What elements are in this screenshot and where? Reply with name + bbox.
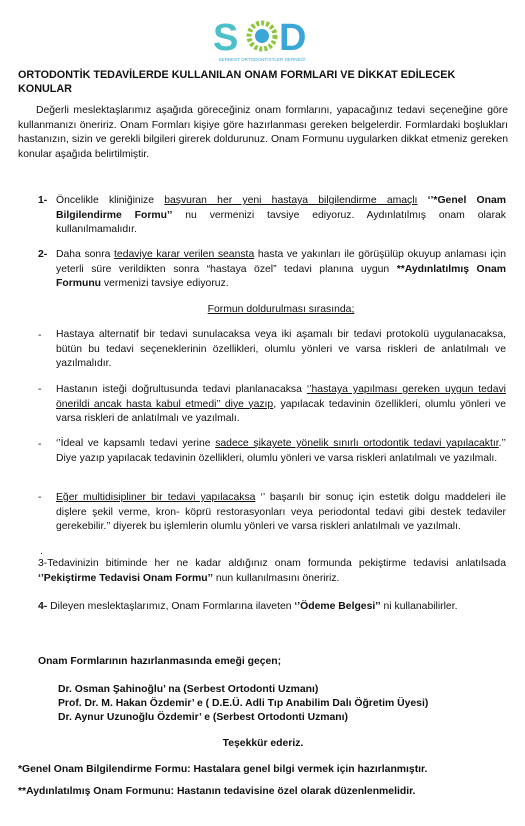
bullet-b-text: Hastanın isteği doğrultusunda tedavi planlanacaksa ‘’hastaya yapılması gereken uygun tedavi önerildi ancak hasta kabul etmedi’’ diye yazıp, yapılacak tedavinin özellikleri, olumlu yönleri ve varsa riskleri de anlatılmalı ve yazılmalı.: [56, 384, 506, 424]
item-4-text: 4- Dileyen meslektaşlarımız, Onam Formlarına ilaveten ‘’Ödeme Belgesi’’ ni kullanabilirler.: [38, 601, 458, 612]
document-title: ORTODONTİK TEDAVİLERDE KULLANILAN ONAM FORMLARI VE DİKKAT EDİLECEK KONULAR: [18, 69, 456, 95]
item-3-text: 3-Tedavinizin bitiminde her ne kadar aldığınız onam formunda pekiştirme tedavisi anlatılsada ‘’Pekiştirme Tedavisi Onam Formu’’ nun kullanılmasını öneririz.: [38, 558, 506, 584]
item-2-text: Daha sonra tedaviye karar verilen seansta hasta ve yakınları ile görüşülüp okuyup anlaması için yeterli süre verildikten sonra “hastaya özel” tedavi planına uygun **Aydınlatılmış Onam Formunu vermenizi tavsiye ediyoruz.: [56, 249, 507, 289]
sod-logo-graphic: [205, 14, 320, 64]
bullet-c-text: ‘’İdeal ve kapsamlı tedavi yerine sadece şikayete yönelik sınırlı ortodontik tedavi yapılacaktır.’’ Diye yazıp yapılacak tedavinin özellikleri, olumlu yönleri ve varsa riskleri anlatılmalı ve yazılmalı.: [56, 438, 506, 464]
thanks-text: Teşekkür ederiz.: [222, 738, 304, 749]
contributor-2: Prof. Dr. M. Hakan Özdemir’ e ( D.E.Ü. Adli Tıp Anabilim Dalı Öğretim Üyesi): [58, 698, 429, 709]
logo-sun-icon: [249, 23, 275, 49]
bullet-a-text: Hastaya alternatif bir tedavi sunulacaksa veya iki aşamalı bir tedavi protokolü uygulanacaksa, bütün bu tedavi seçeneklerinin özellikleri, olumlu yönleri ve varsa riskleri de anlatılmalı ve yazılmalıdır.: [56, 329, 506, 369]
item-1-text: Öncelikle kliniğinize başvuran her yeni hastaya bilgilendirme amaçlı ‘’*Genel Onam Bilgilendirme Formu’’ nu vermenizi tavsiye ediyoruz. Aydınlatılmış onam olarak kullanılmamalıdır.: [56, 195, 507, 235]
contributor-1: Dr. Osman Şahinoğlu’ na (Serbest Ortodonti Uzmanı): [58, 684, 319, 695]
contributors-heading: Onam Formlarının hazırlanmasında emeği geçen;: [38, 656, 282, 667]
logo-subtitle: SERBEST ORTODONTİSTLER DERNEĞİ: [218, 57, 306, 62]
bullet-d-dash: -: [38, 492, 42, 503]
footnote-2: **Aydınlatılmış Onam Formunu: Hastanın tedavisine özel olarak düzenlenmelidir.: [18, 786, 416, 797]
stray-dot: .: [40, 546, 43, 557]
item-2-number: 2-: [38, 249, 48, 260]
bullet-a-dash: -: [38, 330, 42, 341]
logo-letter-d: D: [279, 17, 307, 59]
item-1-number: 1-: [38, 195, 48, 206]
logo-letter-s: S: [213, 17, 239, 59]
bullet-c-dash: -: [38, 439, 42, 450]
section-heading: Formun doldurulması sırasında;: [207, 304, 355, 315]
bullet-b-dash: -: [38, 384, 42, 395]
contributor-3: Dr. Aynur Uzunoğlu Özdemir’ e (Serbest Ortodonti Uzmanı): [58, 712, 348, 723]
sod-logo: [205, 14, 320, 64]
footnote-1: *Genel Onam Bilgilendirme Formu: Hastalara genel bilgi vermek için hazırlanmıştır.: [18, 764, 428, 775]
intro-paragraph: Değerli meslektaşlarımız aşağıda göreceğiniz onam formlarını, yapacağınız tedavi seçeneğine göre kullanmanızı öneririz. Onam Formları kişiye göre hazırlanması gereken belgelerdir. Formlardaki boşlukları hastanızın, sizin ve gerekli bilgileri girerek doldurunuz. Onam Formunu uygularken dikkat etmeniz gereken konular aşağıda belirtilmiştir.: [18, 105, 508, 160]
bullet-d-text: Eğer multidisipliner bir tedavi yapılacaksa ‘’ başarılı bir sonuç için estetik dolgu maddeleri ile dişlere şekil verme, kron- köprü restorasyonları veya periodontal tedavi gibi destek tedaviler gerekebilir.’’ diyerek bu işlemlerin olumlu yönleri ve varsa riskleri anlatılmalı ve yazılmalı.: [56, 492, 506, 532]
